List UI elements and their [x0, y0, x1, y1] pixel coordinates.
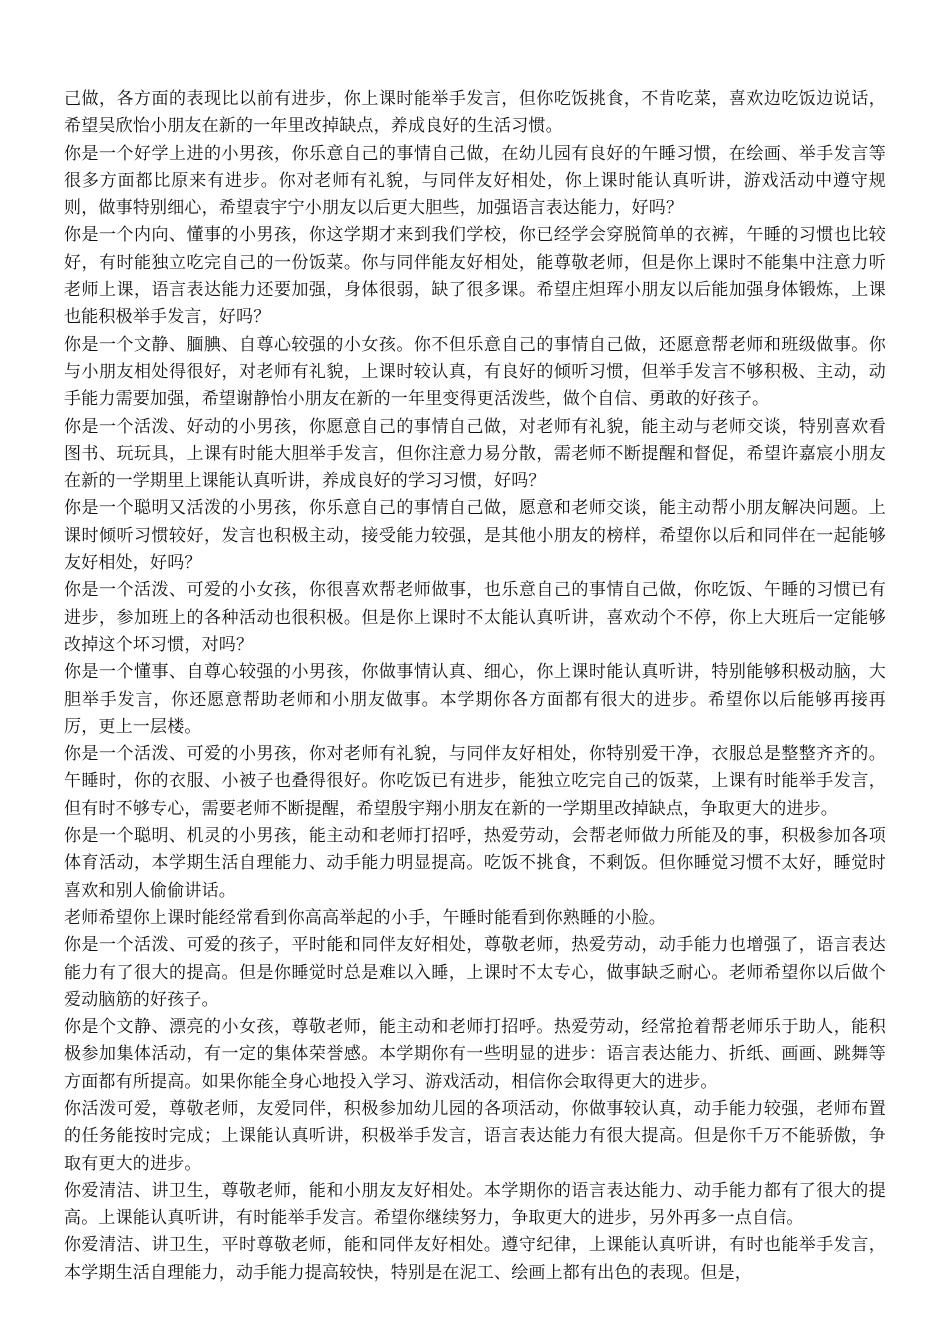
- document-body: [64, 86, 886, 1287]
- paragraph-10: 你是一个聪明、机灵的小男孩，能主动和老师打招呼，热爱劳动，会帮老师做力所能及的事，积极参加各项体育活动，本学期生活自理能力、动手能力明显提高。吃饭不挑食，不剩饭。但你睡觉习惯不太好，睡觉时喜欢和别人偷偷讲话。: [64, 826, 886, 901]
- paragraph-9: 你是一个活泼、可爱的小男孩，你对老师有礼貌，与同伴友好相处，你特别爱干净，衣服总是整整齐齐的。午睡时，你的衣服、小被子也叠得很好。你吃饭已有进步，能独立吃完自己的饭菜，上课有时能举手发言，但有时不够专心，需要老师不断提醒，希望殷宇翔小朋友在新的一学期里改掉缺点，争取更大的进步。: [64, 744, 886, 819]
- paragraph-16: 你爱清洁、讲卫生，平时尊敬老师，能和同伴友好相处。遵守纪律，上课能认真听讲，有时也能举手发言，本学期生活自理能力，动手能力提高较快，特别是在泥工、绘画上都有出色的表现。但是，: [64, 1235, 886, 1283]
- paragraph-3: 你是一个内向、懂事的小男孩，你这学期才来到我们学校，你已经学会穿脱简单的衣裤，午睡的习惯也比较好，有时能独立吃完自己的一份饭菜。你与同伴能友好相处，能尊敬老师，但是你上课时不能集中注意力听老师上课，语言表达能力还要加强，身体很弱，缺了很多课。希望庄炟珲小朋友以后能加强身体锻炼，上课也能积极举手发言，好吗？: [64, 225, 886, 328]
- paragraph-7: 你是一个活泼、可爱的小女孩，你很喜欢帮老师做事，也乐意自己的事情自己做，你吃饭、午睡的习惯已有进步，参加班上的各种活动也很积极。但是你上课时不太能认真听讲，喜欢动个不停，你上大班后一定能够改掉这个坏习惯，对吗？: [64, 580, 886, 655]
- paragraph-8: 你是一个懂事、自尊心较强的小男孩，你做事情认真、细心，你上课时能认真听讲，特别能够积极动脑，大胆举手发言，你还愿意帮助老师和小朋友做事。本学期你各方面都有很大的进步。希望你以后能够再接再厉，更上一层楼。: [64, 662, 886, 737]
- paragraph-12: 你是一个活泼、可爱的孩子，平时能和同伴友好相处，尊敬老师，热爱劳动，动手能力也增强了，语言表达能力有了很大的提高。但是你睡觉时总是难以入睡，上课时不太专心，做事缺乏耐心。老师希望你以后做个爱动脑筋的好孩子。: [64, 935, 886, 1010]
- paragraph-5: 你是一个活泼、好动的小男孩，你愿意自己的事情自己做，对老师有礼貌，能主动与老师交谈，特别喜欢看图书、玩玩具，上课有时能大胆举手发言，但你注意力易分散，需老师不断提醒和督促，希望许嘉宸小朋友在新的一学期里上课能认真听讲，养成良好的学习习惯，好吗？: [64, 416, 886, 492]
- paragraph-1: 己做，各方面的表现比以前有进步，你上课时能举手发言，但你吃饭挑食，不肯吃菜，喜欢边吃饭边说话，希望吴欣怡小朋友在新的一年里改掉缺点，养成良好的生活习惯。: [64, 89, 886, 137]
- paragraph-4: 你是一个文静、腼腆、自尊心较强的小女孩。你不但乐意自己的事情自己做，还愿意帮老师和班级做事。你与小朋友相处得很好，对老师有礼貌，上课时较认真，有良好的倾听习惯，但举手发言不够积极、主动，动手能力需要加强，希望谢静怡小朋友在新的一年里变得更活泼些，做个自信、勇敢的好孩子。: [64, 334, 886, 410]
- paragraph-2: 你是一个好学上进的小男孩，你乐意自己的事情自己做，在幼儿园有良好的午睡习惯，在绘画、举手发言等很多方面都比原来有进步。你对老师有礼貌，与同伴友好相处，你上课时能认真听讲，游戏活动中遵守规则，做事特别细心，希望袁宇宁小朋友以后更大胆些，加强语言表达能力，好吗？: [64, 143, 886, 219]
- paragraph-6: 你是一个聪明又活泼的小男孩，你乐意自己的事情自己做，愿意和老师交谈，能主动帮小朋友解决问题。上课时倾听习惯较好，发言也积极主动，接受能力较强，是其他小朋友的榜样，希望你以后和同伴在一起能够友好相处，好吗？: [64, 498, 886, 574]
- paragraph-13: 你是个文静、漂亮的小女孩，尊敬老师，能主动和老师打招呼。热爱劳动，经常抢着帮老师乐于助人，能积极参加集体活动，有一定的集体荣誉感。本学期你有一些明显的进步：语言表达能力、折纸、画画、跳舞等方面都有所提高。如果你能全身心地投入学习、游戏活动，相信你会取得更大的进步。: [64, 1017, 886, 1092]
- paragraph-15: 你爱清洁、讲卫生，尊敬老师，能和小朋友友好相处。本学期你的语言表达能力、动手能力都有了很大的提高。上课能认真听讲，有时能举手发言。希望你继续努力，争取更大的进步，另外再多一点自信。: [64, 1180, 886, 1229]
- paragraph-14: 你活泼可爱，尊敬老师，友爱同伴，积极参加幼儿园的各项活动，你做事较认真，动手能力较强，老师布置的任务能按时完成；上课能认真听讲，积极举手发言，语言表达能力有很大提高。但是你千万不能骄傲，争取有更大的进步。: [64, 1098, 886, 1174]
- paragraph-11: 老师希望你上课时能经常看到你高高举起的小手，午睡时能看到你熟睡的小脸。: [64, 907, 666, 928]
